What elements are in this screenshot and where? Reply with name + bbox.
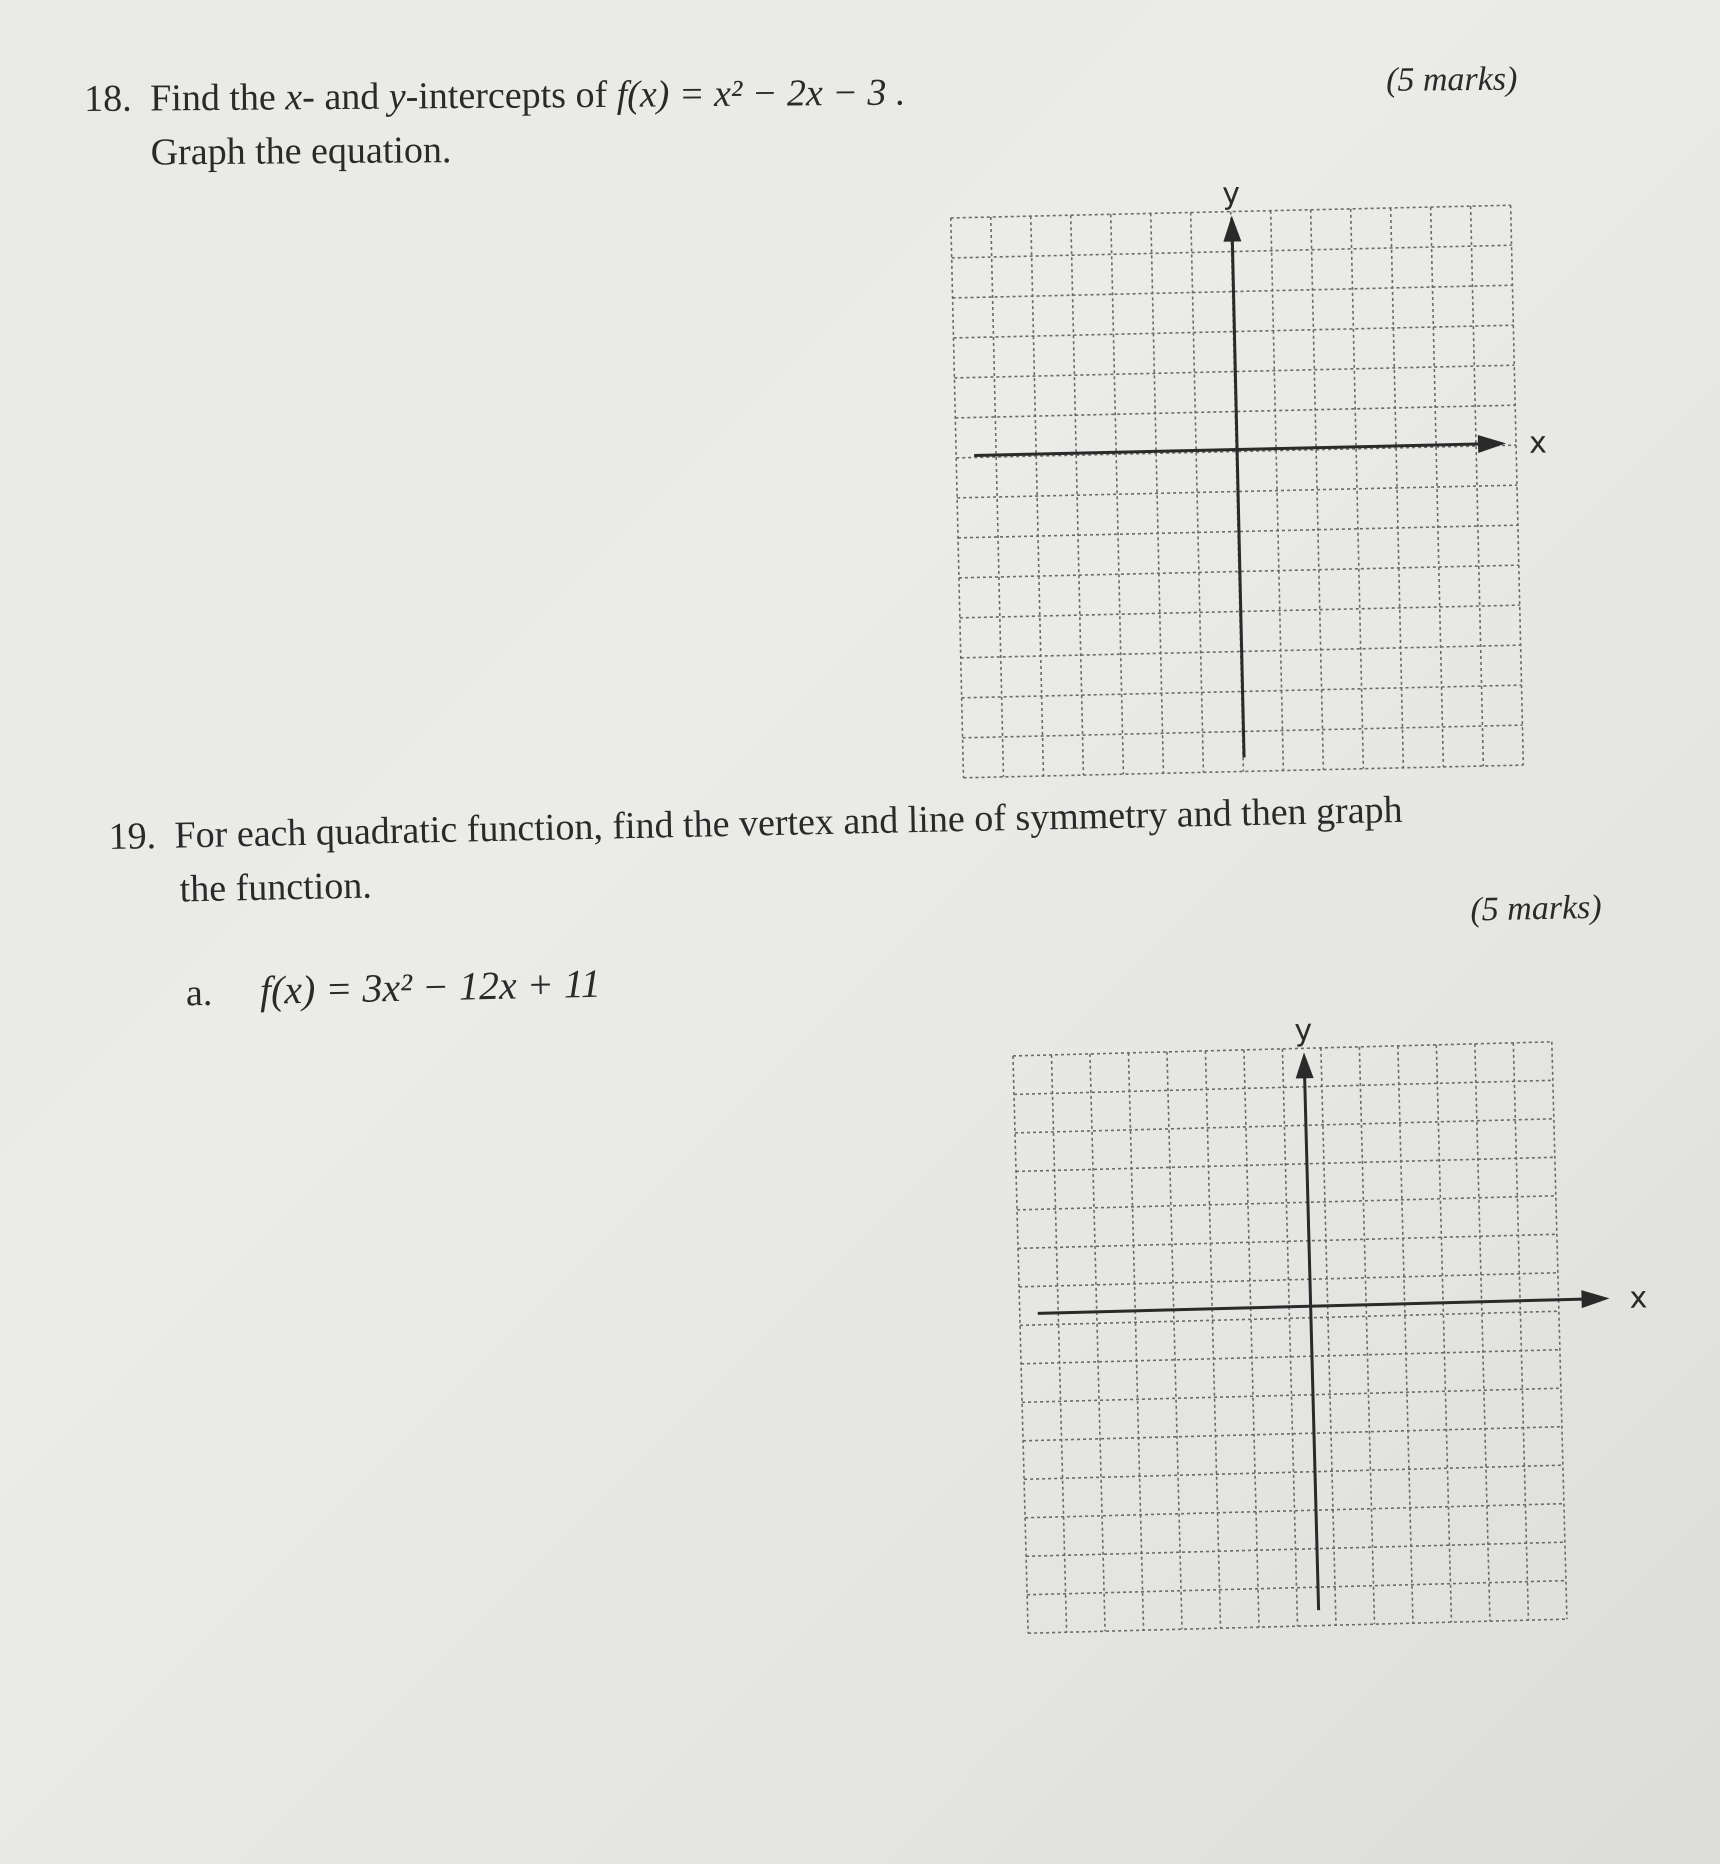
graph-19a-grid-vline — [1513, 1043, 1528, 1620]
y-axis-arrow-18 — [1223, 215, 1242, 241]
question-18-function: f(x) = x² − 2x − 3 . — [616, 71, 906, 116]
question-18-text-post: -intercepts of — [405, 73, 617, 118]
question-19-text-1: For each quadratic function, find the vertex and line of symmetry and then graph — [174, 788, 1403, 857]
graph-19a-grid-vline — [1398, 1046, 1413, 1623]
y-axis-19a — [1304, 1062, 1318, 1610]
graph-19a[interactable] — [1010, 1001, 1667, 1658]
graph-19a-grid-vline — [1013, 1056, 1028, 1633]
question-18-text-mid: - and — [302, 75, 389, 119]
x-axis-arrow-19a — [1581, 1289, 1609, 1308]
question-18-line-2: Graph the equation. — [150, 129, 452, 174]
y-axis-label-18: y — [1221, 176, 1241, 212]
x-axis-label-18: x — [1528, 425, 1548, 461]
graph-19a-grid-vline — [1051, 1055, 1066, 1632]
graph-18-grid-vline — [1511, 205, 1524, 765]
graph-19a-grid-vline — [1436, 1045, 1451, 1622]
question-19-line-2: the function. — [179, 864, 373, 911]
question-18-var-x: x — [285, 76, 303, 119]
x-axis-18 — [974, 444, 1494, 456]
x-axis-arrow-18 — [1478, 434, 1506, 453]
graph-19a-grid-vline — [1321, 1048, 1336, 1625]
question-18-text-pre: Find the — [150, 76, 286, 120]
question-19-number: 19. — [108, 815, 157, 858]
grid-19a — [1013, 1042, 1567, 1633]
graph-19a-grid-vline — [1205, 1051, 1220, 1628]
graph-19a-grid-vline — [1167, 1052, 1182, 1629]
graph-19a-grid-vline — [1090, 1054, 1105, 1631]
graph-19a-grid-vline — [1244, 1050, 1259, 1627]
question-18-number: 18. — [84, 77, 132, 120]
graph-18-grid-vline — [951, 218, 964, 778]
graph-19a-grid-vline — [1475, 1044, 1490, 1621]
graph-19a-grid-vline — [1128, 1053, 1143, 1630]
graph-19a-grid-hline — [1022, 1388, 1561, 1402]
y-axis-arrow-19a — [1295, 1052, 1314, 1078]
question-18 — [84, 60, 1585, 180]
x-axis-label-19a: x — [1629, 1280, 1648, 1316]
graph-18[interactable] — [948, 169, 1601, 783]
question-18-var-y: y — [388, 75, 406, 118]
part-a-function: f(x) = 3x² − 12x + 11 — [259, 960, 602, 1013]
graph-19a-grid-hline — [1013, 1042, 1552, 1056]
x-axis-19a — [1038, 1299, 1598, 1314]
part-a-label: a. — [185, 971, 213, 1015]
question-18-marks: (5 marks) — [1385, 60, 1518, 99]
question-19-part-a — [185, 960, 601, 1016]
graph-19a-grid-vline — [1552, 1042, 1567, 1619]
question-19-marks: (5 marks) — [1470, 888, 1603, 929]
graph-19a-grid-vline — [1282, 1049, 1297, 1626]
y-axis-label-19a: y — [1293, 1013, 1313, 1049]
graph-19a-grid-vline — [1359, 1047, 1374, 1624]
question-19 — [108, 778, 1630, 1015]
